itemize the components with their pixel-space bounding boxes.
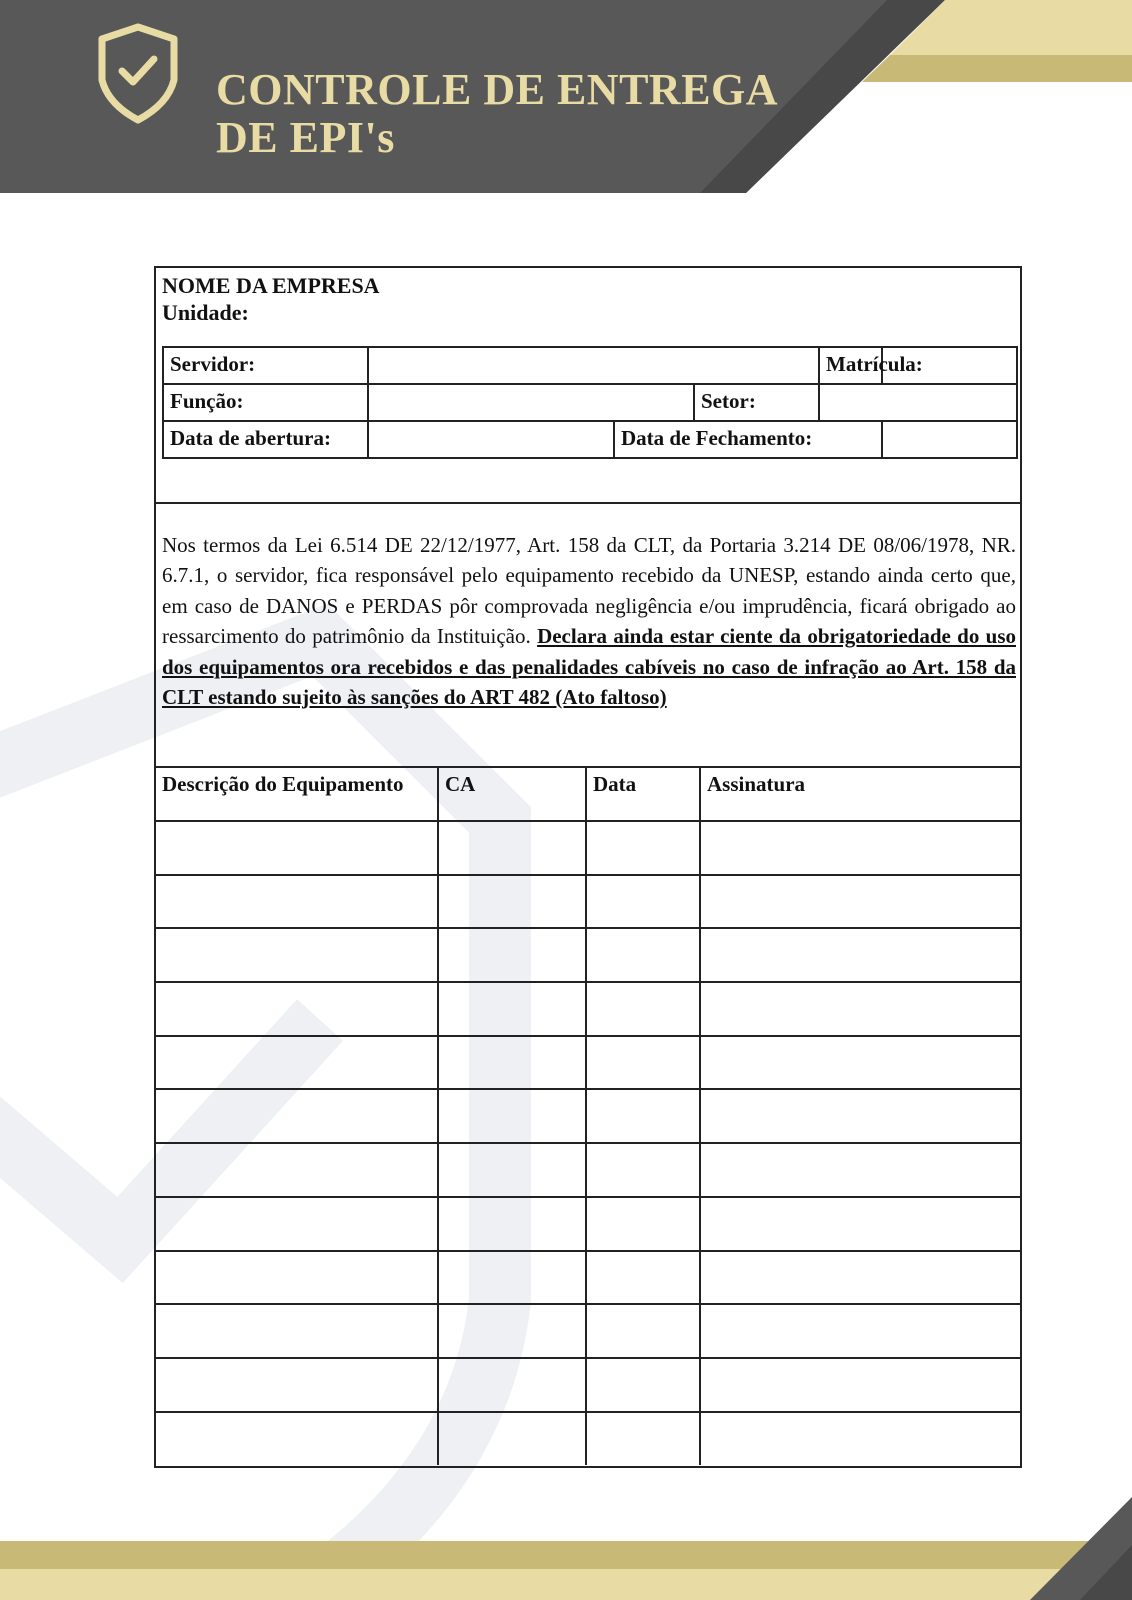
fechamento-label: Data de Fechamento: xyxy=(614,421,882,458)
assinatura-cell[interactable] xyxy=(700,1358,1020,1412)
header-stripe-gold xyxy=(862,55,1132,82)
table-row xyxy=(156,1412,1020,1466)
ca-cell[interactable] xyxy=(438,1304,586,1358)
assinatura-cell[interactable] xyxy=(700,1036,1020,1090)
descricao-cell[interactable] xyxy=(156,1304,438,1358)
table-row xyxy=(156,1089,1020,1143)
footer-stripe-gold-light xyxy=(0,1569,1132,1600)
abertura-label: Data de abertura: xyxy=(163,421,368,458)
descricao-cell[interactable] xyxy=(156,1251,438,1305)
data-cell[interactable] xyxy=(586,1358,700,1412)
matricula-label: Matrícula: xyxy=(819,347,882,384)
ca-cell[interactable] xyxy=(438,928,586,982)
title-line-2: DE EPI's xyxy=(216,113,395,162)
ca-cell[interactable] xyxy=(438,821,586,875)
descricao-cell[interactable] xyxy=(156,875,438,929)
abertura-field[interactable] xyxy=(368,421,614,458)
descricao-cell[interactable] xyxy=(156,1412,438,1466)
descricao-cell[interactable] xyxy=(156,1358,438,1412)
equipment-table xyxy=(156,768,1020,1465)
assinatura-cell[interactable] xyxy=(700,1304,1020,1358)
ca-cell[interactable] xyxy=(438,1412,586,1466)
employee-info-table xyxy=(162,346,1018,459)
terms-paragraph xyxy=(162,530,1016,712)
terms-text: Nos termos da Lei 6.514 DE 22/12/1977, Art. 158 da CLT, da Portaria 3.214 DE 08/06/1978, NR. 6.7.1, o servidor, fica responsável pelo equipamento recebido da UNESP, estando ainda certo que, em caso de DANOS e PERDAS pôr comprovada negligência e/ou imprudência, ficará obrigado ao ressarcimento do patrimônio da Instituição. xyxy=(162,533,1016,649)
epi-form xyxy=(154,266,1022,1468)
data-cell[interactable] xyxy=(586,875,700,929)
descricao-cell[interactable] xyxy=(156,1089,438,1143)
data-cell[interactable] xyxy=(586,982,700,1036)
setor-label: Setor: xyxy=(694,384,819,421)
title-line-1: CONTROLE DE ENTREGA xyxy=(216,65,779,114)
ca-cell[interactable] xyxy=(438,1036,586,1090)
assinatura-cell[interactable] xyxy=(700,1412,1020,1466)
descricao-cell[interactable] xyxy=(156,1036,438,1090)
header-descricao: Descrição do Equipamento xyxy=(156,768,438,821)
table-row xyxy=(156,1197,1020,1251)
shield-check-icon xyxy=(96,22,180,126)
data-cell[interactable] xyxy=(586,928,700,982)
ca-cell[interactable] xyxy=(438,1358,586,1412)
assinatura-cell[interactable] xyxy=(700,1143,1020,1197)
funcao-label: Função: xyxy=(163,384,368,421)
table-row xyxy=(156,1358,1020,1412)
header-data: Data xyxy=(586,768,700,821)
data-cell[interactable] xyxy=(586,1197,700,1251)
equipment-rows xyxy=(156,821,1020,1465)
footer-stripe-gold xyxy=(0,1541,1132,1569)
terms-declaration: Declara ainda estar ciente da obrigatoriedade do uso dos equipamentos ora recebidos e das penalidades cabíveis no caso de infração ao Art. 158 da CLT estando sujeito às sanções do ART 482 (Ato faltoso) xyxy=(162,624,1016,710)
equipment-header-row xyxy=(156,768,1020,821)
section-divider xyxy=(156,502,1020,504)
table-row xyxy=(156,821,1020,875)
assinatura-cell[interactable] xyxy=(700,875,1020,929)
servidor-row xyxy=(163,347,1017,384)
assinatura-cell[interactable] xyxy=(700,982,1020,1036)
data-cell[interactable] xyxy=(586,1089,700,1143)
data-cell[interactable] xyxy=(586,821,700,875)
table-row xyxy=(156,1304,1020,1358)
data-cell[interactable] xyxy=(586,1036,700,1090)
table-row xyxy=(156,928,1020,982)
header-ca: CA xyxy=(438,768,586,821)
descricao-cell[interactable] xyxy=(156,928,438,982)
ca-cell[interactable] xyxy=(438,1089,586,1143)
unit-label: Unidade: xyxy=(162,300,249,325)
servidor-field[interactable] xyxy=(368,347,819,384)
descricao-cell[interactable] xyxy=(156,821,438,875)
descricao-cell[interactable] xyxy=(156,1197,438,1251)
funcao-field[interactable] xyxy=(368,384,694,421)
assinatura-cell[interactable] xyxy=(700,1089,1020,1143)
data-cell[interactable] xyxy=(586,1251,700,1305)
data-cell[interactable] xyxy=(586,1304,700,1358)
company-name: NOME DA EMPRESA xyxy=(162,273,380,298)
setor-field[interactable] xyxy=(819,384,1017,421)
header-assinatura: Assinatura xyxy=(700,768,1020,821)
descricao-cell[interactable] xyxy=(156,982,438,1036)
assinatura-cell[interactable] xyxy=(700,821,1020,875)
assinatura-cell[interactable] xyxy=(700,1251,1020,1305)
page-title xyxy=(216,66,778,162)
data-cell[interactable] xyxy=(586,1143,700,1197)
data-cell[interactable] xyxy=(586,1412,700,1466)
company-block xyxy=(162,272,380,326)
fechamento-field[interactable] xyxy=(882,421,1017,458)
ca-cell[interactable] xyxy=(438,982,586,1036)
descricao-cell[interactable] xyxy=(156,1143,438,1197)
ca-cell[interactable] xyxy=(438,1197,586,1251)
datas-row xyxy=(163,421,1017,458)
table-row xyxy=(156,1251,1020,1305)
table-row xyxy=(156,1143,1020,1197)
servidor-label: Servidor: xyxy=(163,347,368,384)
table-row xyxy=(156,1036,1020,1090)
assinatura-cell[interactable] xyxy=(700,928,1020,982)
ca-cell[interactable] xyxy=(438,1143,586,1197)
ca-cell[interactable] xyxy=(438,875,586,929)
ca-cell[interactable] xyxy=(438,1251,586,1305)
assinatura-cell[interactable] xyxy=(700,1197,1020,1251)
funcao-row xyxy=(163,384,1017,421)
table-row xyxy=(156,875,1020,929)
table-row xyxy=(156,982,1020,1036)
